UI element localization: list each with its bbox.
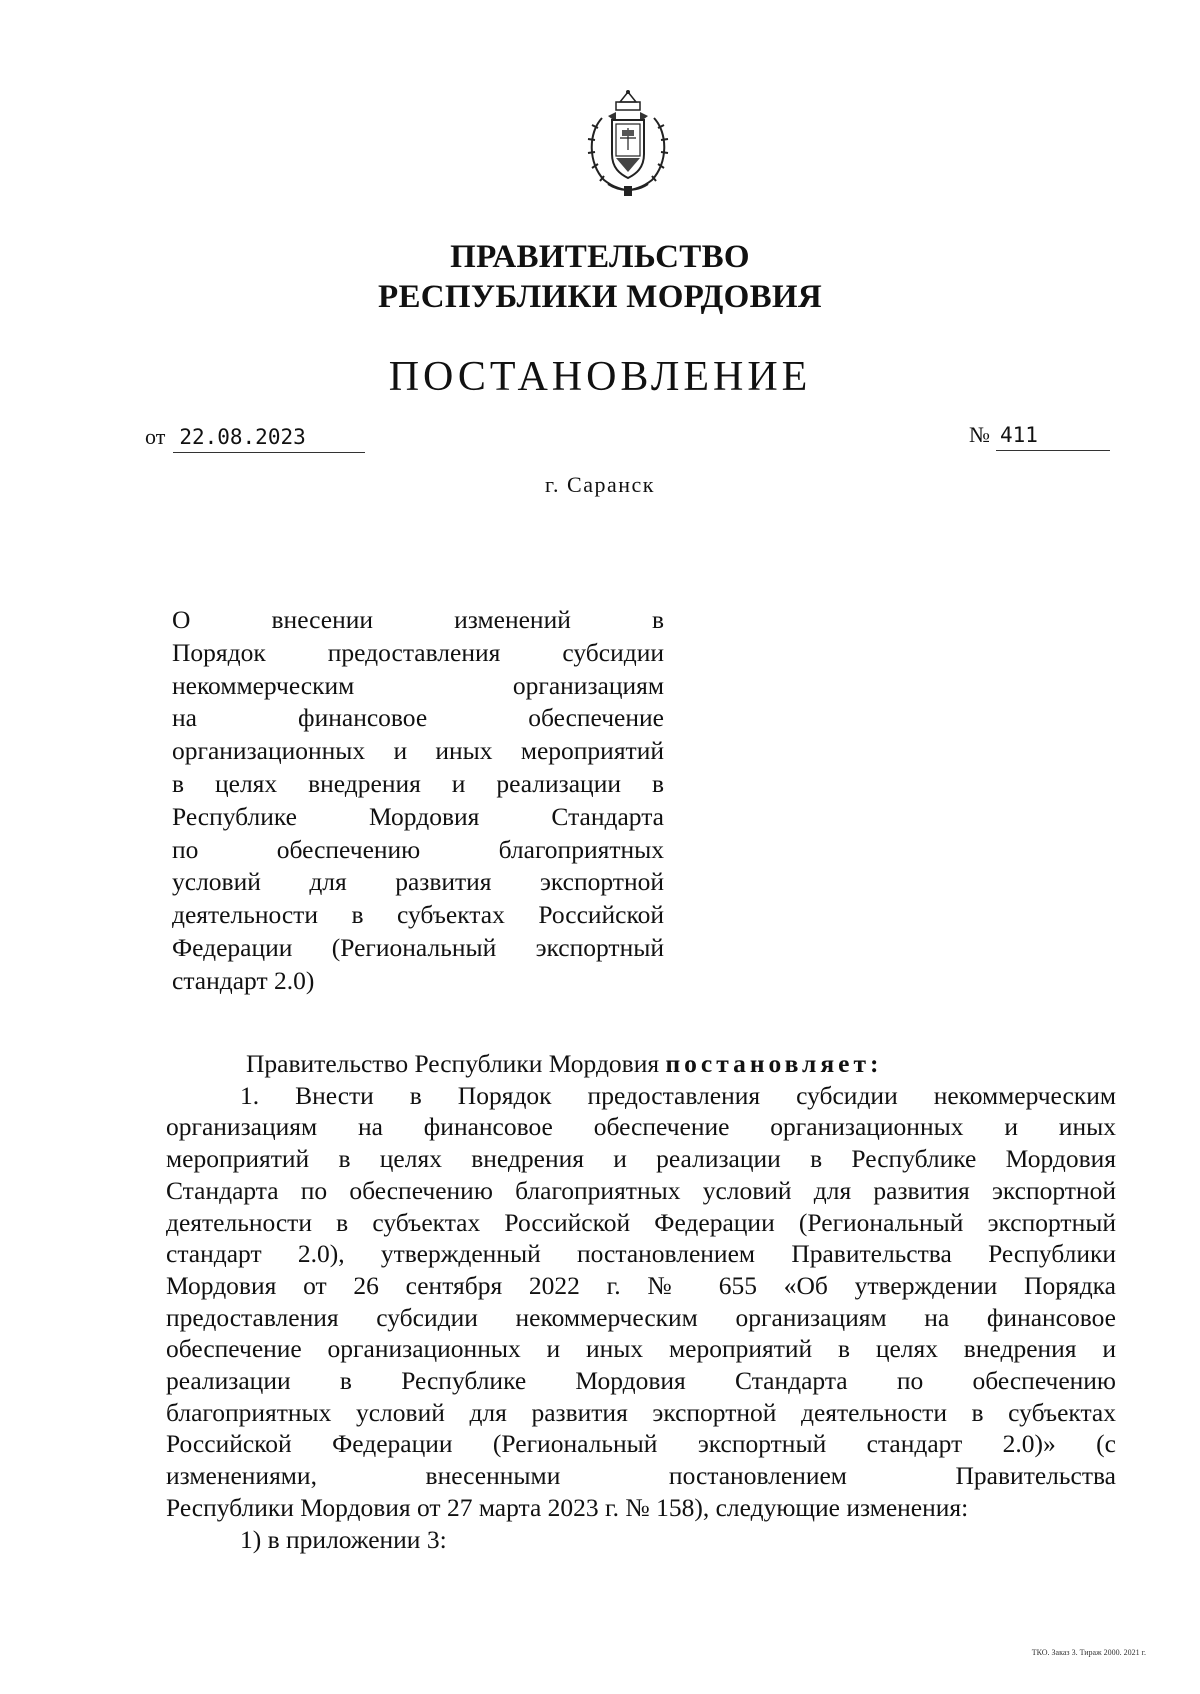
- body-line: стандарт 2.0), утвержденный постановлением Правительства Республики: [166, 1239, 1116, 1269]
- subject-line: деятельности в субъектах Российской: [172, 900, 664, 930]
- subject-line: О внесении изменений в: [172, 605, 664, 634]
- intro-decree-word: постановляет:: [665, 1049, 883, 1078]
- body-line: предоставления субсидии некоммерческим организациям на финансовое: [166, 1302, 1116, 1332]
- subject-line: в целях внедрения и реализации в: [172, 768, 664, 798]
- document-city: г. Саранск: [545, 472, 655, 497]
- document-body: [166, 1048, 1116, 1555]
- subject-line: условий для развития экспортной: [172, 867, 664, 897]
- subject-line: некоммерческим организациям: [172, 670, 664, 700]
- document-date: [145, 422, 365, 453]
- subject-line: на финансовое обеспечение: [172, 703, 664, 733]
- body-line: деятельности в субъектах Российской Федерации (Региональный экспортный: [166, 1207, 1116, 1237]
- body-line: Российской Федерации (Региональный экспортный стандарт 2.0)» (с: [166, 1429, 1116, 1459]
- subject-line: организационных и иных мероприятий: [172, 736, 664, 766]
- date-prefix: от: [145, 424, 166, 449]
- government-name-line1: ПРАВИТЕЛЬСТВО: [450, 239, 750, 275]
- body-line: Стандарта по обеспечению благоприятных условий для развития экспортной: [166, 1175, 1116, 1205]
- document-subject: [172, 604, 664, 998]
- government-name-line2: РЕСПУБЛИКИ МОРДОВИЯ: [377, 279, 822, 315]
- coat-of-arms-icon: [580, 88, 676, 198]
- body-line: организациям на финансовое обеспечение организационных и иных: [166, 1112, 1116, 1142]
- subject-line: стандарт 2.0): [172, 965, 315, 995]
- body-line: 1. Внести в Порядок предоставления субсидии некоммерческим: [240, 1080, 1116, 1110]
- document-type: ПОСТАНОВЛЕНИЕ: [388, 354, 812, 400]
- body-sub-item: 1) в приложении 3:: [240, 1524, 447, 1554]
- body-line: мероприятий в целях внедрения и реализации в Республике Мордовия: [166, 1144, 1116, 1174]
- number-prefix: №: [969, 422, 990, 447]
- subject-line: Федерации (Региональный экспортный: [172, 932, 664, 962]
- intro-text: Правительство Республики Мордовия: [246, 1049, 666, 1078]
- body-line: Республики Мордовия от 27 марта 2023 г. № 158), следующие изменения:: [166, 1492, 969, 1522]
- document-number: [969, 420, 1110, 451]
- body-intro: [166, 1048, 1116, 1080]
- print-imprint: ТКО. Заказ 3. Тираж 2000. 2021 г.: [1031, 1648, 1146, 1657]
- body-line: благоприятных условий для развития экспортной деятельности в субъектах: [166, 1397, 1116, 1427]
- body-line: Мордовия от 26 сентября 2022 г. № 655 «Об утверждении Порядка: [166, 1270, 1116, 1300]
- number-value: 411: [996, 420, 1110, 451]
- subject-line: Порядок предоставления субсидии: [172, 637, 664, 667]
- subject-line: Республике Мордовия Стандарта: [172, 801, 664, 831]
- body-line: изменениями, внесенными постановлением Правительства: [166, 1461, 1116, 1491]
- date-value: 22.08.2023: [173, 422, 365, 453]
- subject-line: по обеспечению благоприятных: [172, 834, 664, 864]
- body-line: обеспечение организационных и иных мероприятий в целях внедрения и: [166, 1334, 1116, 1364]
- body-line: реализации в Республике Мордовия Стандарта по обеспечению: [166, 1366, 1116, 1396]
